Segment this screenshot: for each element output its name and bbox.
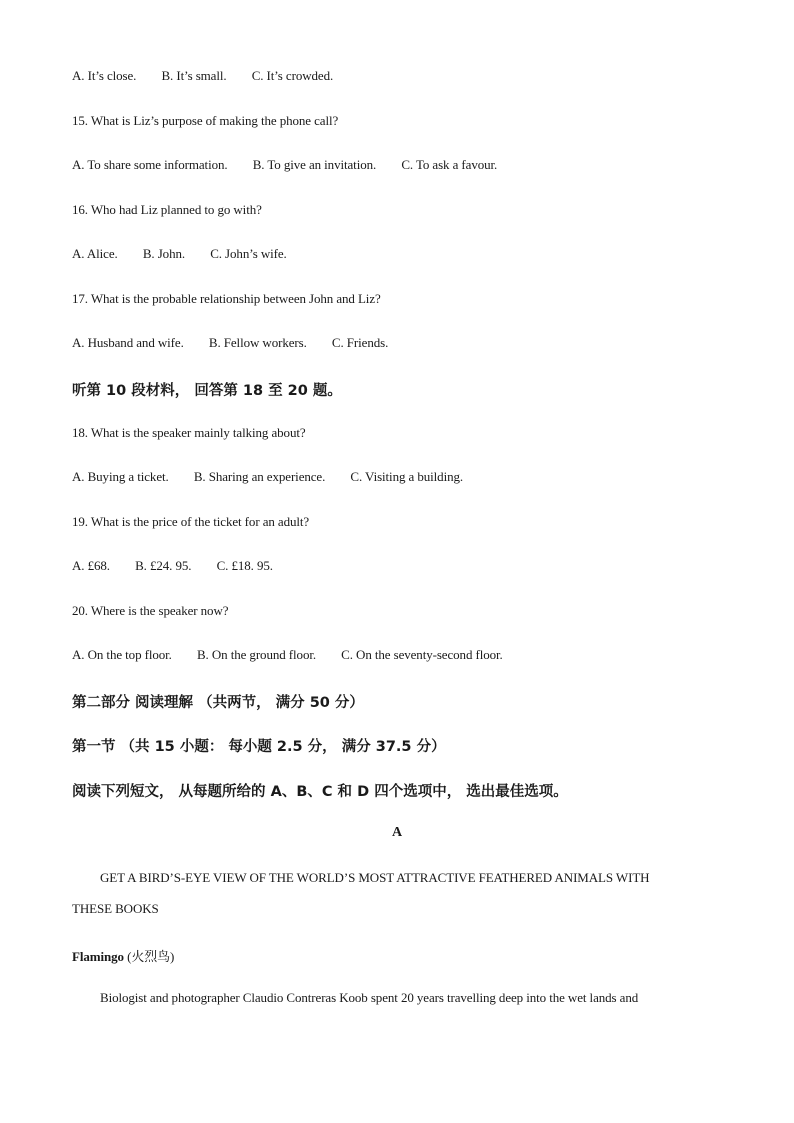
q16-question: 16. Who had Liz planned to go with? [72,202,262,217]
reading-instruction: 阅读下列短文， 从每题所给的 A、B、C 和 D 四个选项中， 选出最佳选项。 [72,784,568,800]
q20-options [72,647,503,663]
passage-label: A [391,825,403,840]
option-a: A. On the top floor. [72,647,172,662]
q17-question: 17. What is the probable relationship between John and Liz? [72,291,381,306]
book-title-en: Flamingo [72,949,124,964]
part-two-heading: 第二部分 阅读理解 （共两节， 满分 50 分） [72,695,364,711]
book-title-cn: (火烈鸟) [123,949,175,964]
option-a: A. Alice. [72,246,118,261]
option-c: C. £18. 95. [216,558,273,573]
book-description: Biologist and photographer Claudio Contreras Koob spent 20 years travelling deep into the wet lands and [100,990,639,1005]
passage-title: GET A BIRD’S-EYE VIEW OF THE WORLD’S MOST ATTRACTIVE FEATHERED ANIMALS WITH [100,870,650,885]
option-c: C. It’s crowded. [251,68,334,83]
option-a: A. It’s close. [72,68,137,83]
q20-question: 20. Where is the speaker now? [72,603,229,618]
option-c: C. John’s wife. [210,246,287,261]
q19-options [72,558,273,574]
q14-options [72,68,333,84]
option-b: B. John. [142,246,186,261]
option-b: B. Fellow workers. [208,335,307,350]
section-10-heading: 听第 10 段材料， 回答第 18 至 20 题。 [72,383,342,399]
option-b: B. Sharing an experience. [193,469,326,484]
section-one-heading: 第一节 （共 15 小题： 每小题 2.5 分， 满分 37.5 分） [72,739,446,755]
option-b: B. It’s small. [161,68,227,83]
option-a: A. Husband and wife. [72,335,184,350]
q19-question: 19. What is the price of the ticket for an adult? [72,514,310,529]
q18-question: 18. What is the speaker mainly talking about? [72,425,306,440]
q15-question: 15. What is Liz’s purpose of making the phone call? [72,113,339,128]
option-a: A. £68. [72,558,110,573]
option-c: C. On the seventy-second floor. [341,647,503,662]
book-title [72,946,174,965]
q16-options [72,246,287,262]
option-c: C. To ask a favour. [401,157,498,172]
option-c: C. Visiting a building. [350,469,464,484]
option-b: B. On the ground floor. [196,647,317,662]
option-b: B. To give an invitation. [252,157,377,172]
q15-options [72,157,497,173]
q17-options [72,335,388,351]
option-b: B. £24. 95. [135,558,192,573]
option-c: C. Friends. [331,335,389,350]
q18-options [72,469,463,485]
passage-title-continued: THESE BOOKS [72,901,159,916]
option-a: A. Buying a ticket. [72,469,169,484]
option-a: A. To share some information. [72,157,228,172]
